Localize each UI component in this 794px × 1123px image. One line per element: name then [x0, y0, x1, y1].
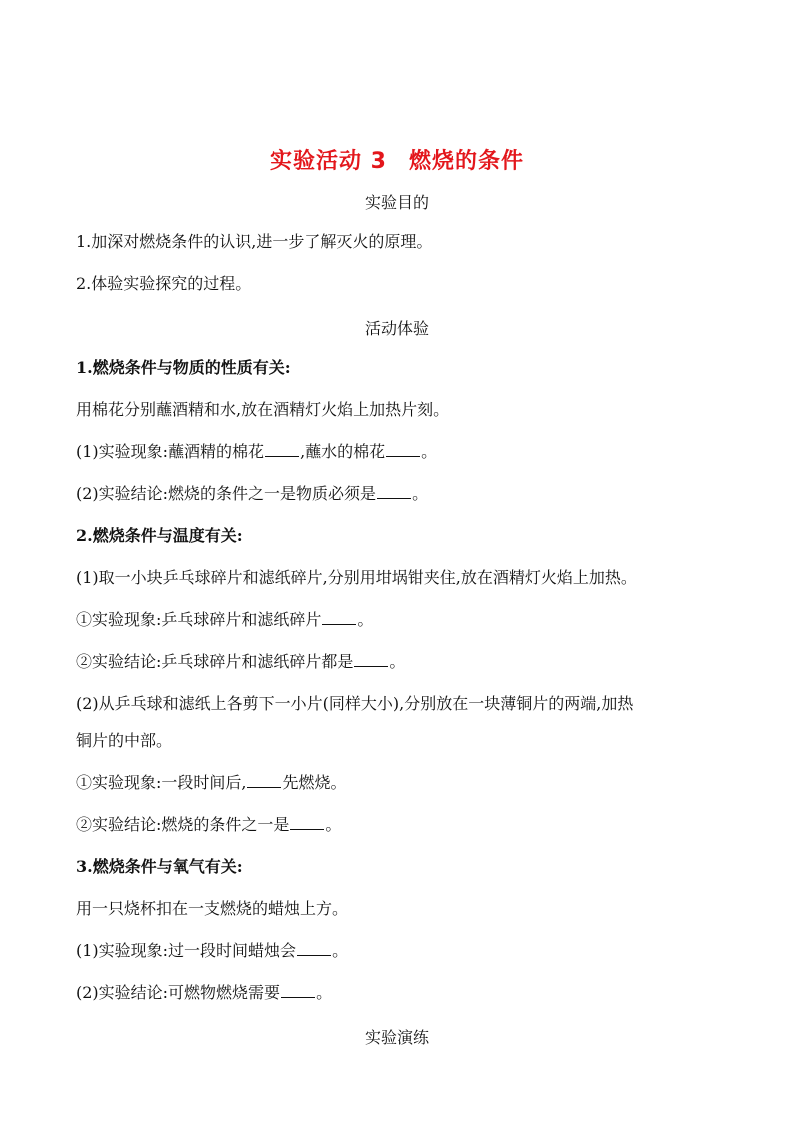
question-text: 。 — [357, 610, 374, 629]
question-text: (1)实验现象:蘸酒精的棉花 — [76, 442, 265, 461]
answer-blank[interactable] — [354, 652, 388, 667]
question-text: ②实验结论:燃烧的条件之一是 — [76, 815, 290, 834]
activity-1-question-2 — [76, 484, 726, 504]
answer-blank[interactable] — [297, 941, 331, 956]
activity-3-question-2 — [76, 983, 726, 1003]
answer-blank[interactable] — [322, 610, 356, 625]
activity-2-step-2-observation — [76, 773, 726, 793]
question-text: (2)实验结论:可燃物燃烧需要 — [76, 983, 281, 1002]
question-text: 。 — [332, 941, 349, 960]
activity-3-question-1 — [76, 941, 726, 961]
question-text: (1)实验现象:过一段时间蜡烛会 — [76, 941, 297, 960]
question-text: ①实验现象:一段时间后, — [76, 773, 247, 792]
page-title — [0, 144, 794, 175]
answer-blank[interactable] — [265, 442, 299, 457]
question-text: 。 — [421, 442, 438, 461]
purpose-item-1: 1.加深对燃烧条件的认识,进一步了解灭火的原理。 — [76, 232, 433, 251]
question-text: 。 — [412, 484, 429, 503]
section-heading-practice: 实验演练 — [364, 1028, 429, 1047]
activity-2-step-1-conclusion — [76, 652, 726, 672]
answer-blank[interactable] — [281, 983, 315, 998]
activity-2-step-1-observation — [76, 610, 726, 630]
question-text: 。 — [325, 815, 342, 834]
activity-heading-2: 2.燃烧条件与温度有关: — [76, 526, 243, 545]
section-heading-purpose: 实验目的 — [364, 193, 429, 212]
activity-2-step-1: (1)取一小块乒乓球碎片和滤纸碎片,分别用坩埚钳夹住,放在酒精灯火焰上加热。 — [76, 568, 637, 587]
activity-heading-3: 3.燃烧条件与氧气有关: — [76, 857, 243, 876]
section-heading-activity: 活动体验 — [364, 319, 429, 338]
purpose-item-2: 2.体验实验探究的过程。 — [76, 274, 252, 293]
question-text: (2)实验结论:燃烧的条件之一是物质必须是 — [76, 484, 377, 503]
question-text: 。 — [389, 652, 406, 671]
activity-1-description: 用棉花分别蘸酒精和水,放在酒精灯火焰上加热片刻。 — [76, 400, 450, 419]
activity-2-step-2-conclusion — [76, 815, 726, 835]
question-text: 先燃烧。 — [282, 773, 347, 792]
activity-3-description: 用一只烧杯扣在一支燃烧的蜡烛上方。 — [76, 899, 349, 918]
activity-1-question-1 — [76, 442, 726, 462]
question-text: ,蘸水的棉花 — [300, 442, 386, 461]
answer-blank[interactable] — [247, 773, 281, 788]
question-text: 。 — [316, 983, 333, 1002]
title-topic: 燃烧的条件 — [408, 149, 524, 174]
answer-blank[interactable] — [290, 815, 324, 830]
answer-blank[interactable] — [386, 442, 420, 457]
answer-blank[interactable] — [377, 484, 411, 499]
activity-2-step-2-line-2: 铜片的中部。 — [76, 731, 173, 750]
question-text: ②实验结论:乒乓球碎片和滤纸碎片都是 — [76, 652, 354, 671]
title-activity-number: 实验活动 3 — [270, 149, 387, 174]
question-text: ①实验现象:乒乓球碎片和滤纸碎片 — [76, 610, 322, 629]
activity-2-step-2-line-1: (2)从乒乓球和滤纸上各剪下一小片(同样大小),分别放在一块薄铜片的两端,加热 — [76, 694, 634, 713]
activity-heading-1: 1.燃烧条件与物质的性质有关: — [76, 358, 291, 377]
